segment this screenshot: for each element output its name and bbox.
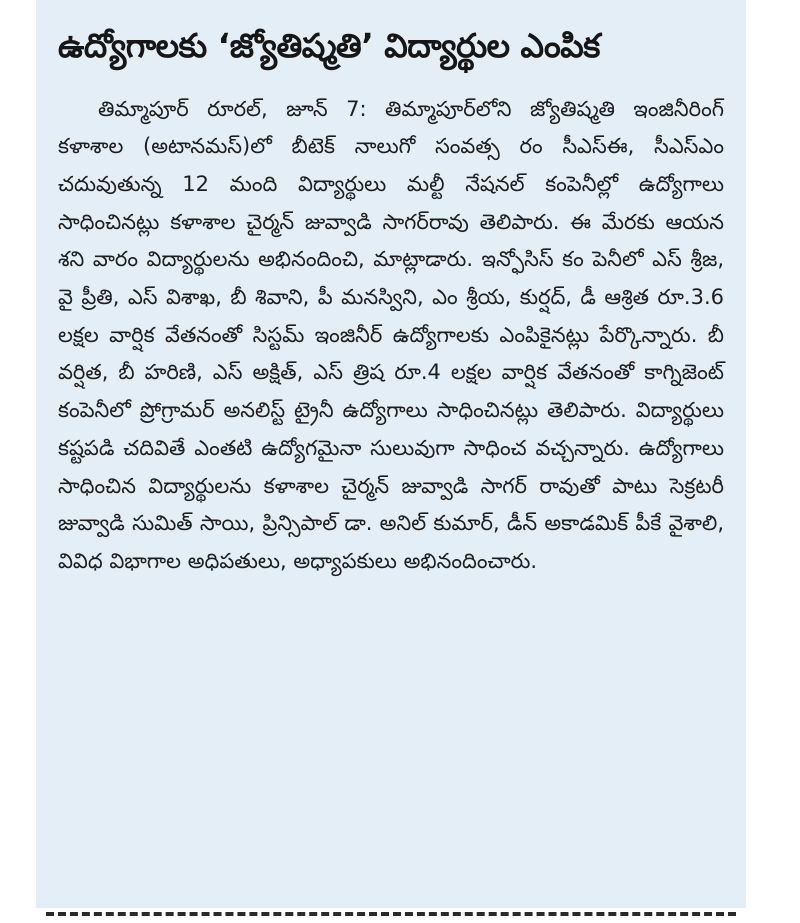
article-body: తిమ్మాపూర్ రూరల్, జూన్ 7: తిమ్మాపూర్‌లోని జ్యోతిష్మతి ఇంజినీరింగ్ కళాశాల (అటానమస్)లో బీటెక్ నాలుగో సంవత్స రం సీఎస్ఈ, సీఎస్ఎం చదువుతున్న 12 మంది విద్యార్థులు మల్టీ నేషనల్ కంపెనీల్లో ఉద్యోగాలు సాధించినట్లు కళాశాల చైర్మన్ జువ్వాడి సాగర్‌రావు తెలిపారు. ఈ మేరకు ఆయన శని వారం విద్యార్థులను అభినందించి, మాట్లాడారు. ఇన్ఫోసిస్ కం పెనీలో ఎస్ శ్రీజ, వై ప్రీతి, ఎస్ విశాఖ, బీ శివాని, పీ మనస్విని, ఎం శ్రీయ, కుర్షద్, డీ ఆశ్రిత రూ.3.6 లక్షల వార్షిక వేతనంతో సిస్టమ్ ఇంజినీర్ ఉద్యోగాలకు ఎంపికైనట్లు పేర్కొన్నారు. బీ వర్షిత, బీ హరిణి, ఎస్ అక్షిత్, ఎస్ త్రిష రూ.4 లక్షల వార్షిక వేతనంతో కాగ్నిజెంట్ కంపెనీలో ప్రోగ్రామర్ అనలిస్ట్ ట్రైనీ ఉద్యోగాలు సాధించినట్లు తెలిపారు. విద్యార్థులు కష్టపడి చదివితే ఎంతటి ఉద్యోగమైనా సులువుగా సాధించ వచ్చన్నారు. ఉద్యోగాలు సాధించిన విద్యార్థులను కళాశాల చైర్మన్ జువ్వాడి సాగర్ రావుతో పాటు సెక్రటరీ జువ్వాడి సుమిత్ సాయి, ప్రిన్సిపాల్ డా. అనిల్ కుమార్, డీన్ అకాడమిక్ పీకే వైశాలి, వివిధ విభాగాల అధిపతులు, అధ్యాపకులు అభినందించారు. (58, 96, 724, 573)
article-headline: ఉద్యోగాలకు ‘జ్యోతిష్మతి’ విద్యార్థుల ఎంపిక (58, 26, 600, 65)
newspaper-clipping (36, 0, 746, 908)
page-bottom-rule (46, 912, 736, 916)
